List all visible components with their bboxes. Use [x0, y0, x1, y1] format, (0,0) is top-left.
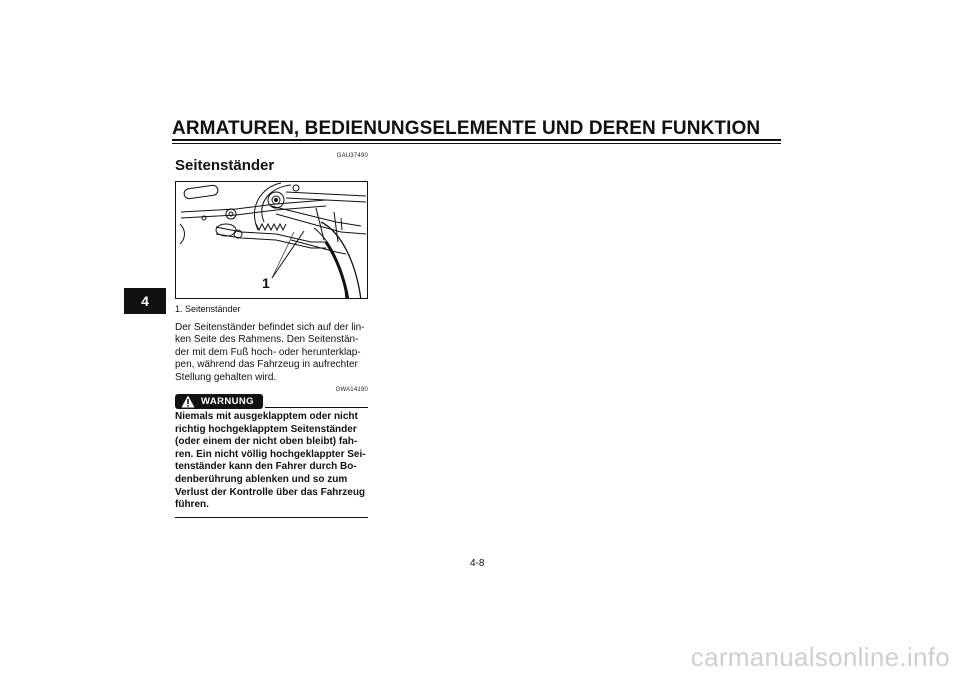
body-line: ken Seite des Rahmens. Den Seitenstän- — [175, 334, 359, 346]
warning-label: WARNUNG — [201, 396, 254, 407]
watermark: carmanualsonline.info — [690, 642, 950, 672]
warning-rule-bottom — [175, 517, 368, 518]
body-line: Stellung gehalten wird. — [175, 371, 277, 383]
body-line: der mit dem Fuß hoch- oder herunterklap- — [175, 346, 361, 358]
warning-line: ren. Ein nicht völlig hochgeklappter Sei- — [175, 448, 366, 460]
warning-line: führen. — [175, 499, 209, 511]
header-rule — [172, 139, 781, 141]
sidestand-illustration — [175, 181, 368, 299]
figure-caption: 1. Seitenständer — [175, 304, 241, 314]
warning-line: (oder einem der nicht oben bleibt) fah- — [175, 436, 358, 448]
warning-code: GWA14190 — [335, 387, 368, 393]
figure-callout-1: 1 — [262, 275, 270, 291]
warning-rule-top — [265, 407, 368, 408]
page-number: 4-8 — [470, 558, 485, 569]
warning-line: denberührung ablenken und so zum — [175, 473, 348, 485]
body-line: pen, während das Fahrzeug in aufrechter — [175, 359, 358, 371]
header-rule-thin — [172, 143, 781, 144]
section-title: Seitenständer — [175, 157, 275, 174]
page-title: ARMATUREN, BEDIENUNGSELEMENTE UND DEREN FUNKTION — [172, 118, 761, 139]
warning-line: tenständer kann den Fahrer durch Bo- — [175, 461, 357, 473]
warning-triangle-icon — [181, 395, 195, 408]
warning-line: Niemals mit ausgeklapptem oder nicht — [175, 411, 358, 422]
body-line: Der Seitenständer befindet sich auf der lin- — [175, 322, 365, 333]
chapter-tab: 4 — [124, 288, 166, 314]
warning-badge — [175, 394, 263, 409]
body-text — [175, 322, 375, 384]
section-code: GAU37490 — [336, 153, 368, 159]
warning-line: richtig hochgeklapptem Seitenständer — [175, 423, 357, 435]
warning-line: Verlust der Kontrolle über das Fahrzeug — [175, 486, 366, 498]
warning-text — [175, 411, 375, 512]
